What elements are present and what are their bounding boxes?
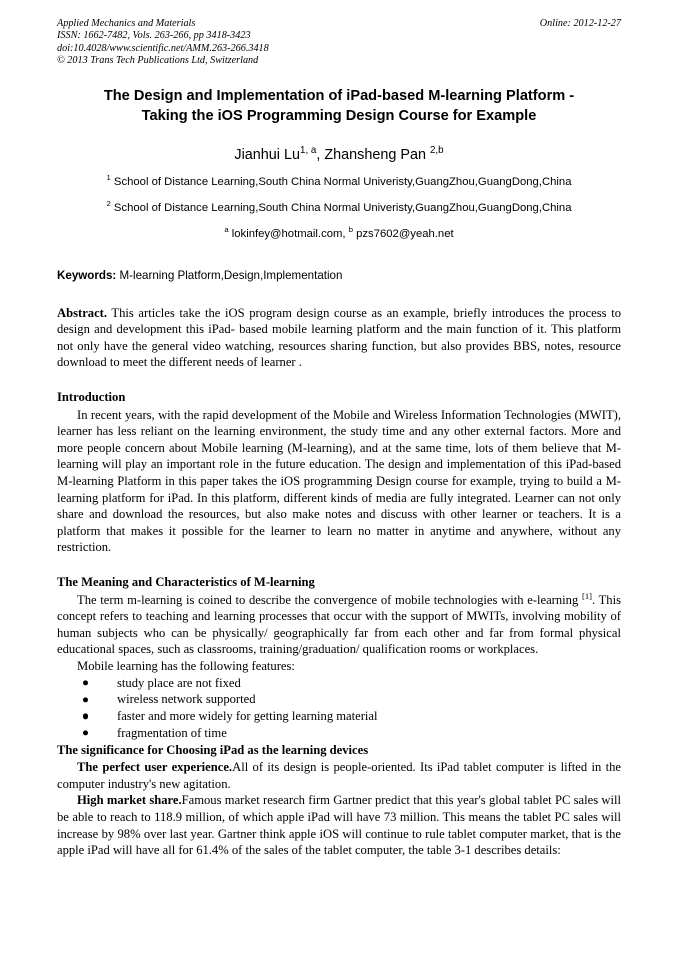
affiliation-1: [57, 172, 621, 190]
citation-reference-1: [1]: [581, 590, 592, 601]
perfect-user-experience-text: All of its design is people-oriented. Its iPad tablet computer is lifted in the computer industry's new agitation.: [57, 760, 621, 791]
list-item: [57, 708, 621, 725]
affiliation-text-2: School of Distance Learning,South China Normal Univeristy,GuangZhou,GuangDong,China: [110, 201, 572, 214]
feature-label: fragmentation of time: [117, 725, 227, 740]
affiliation-2: [57, 198, 621, 216]
runin-heading-perfect-user-experience: The perfect user experience.: [77, 760, 233, 775]
bullet-icon: [83, 680, 88, 685]
author-separator: ,: [316, 146, 325, 163]
keywords-label: Keywords:: [57, 268, 117, 282]
page-content: [57, 18, 621, 859]
feature-label: faster and more widely for getting learning material: [117, 709, 378, 724]
mobile-learning-features-list: [57, 675, 621, 742]
runin-heading-high-market-share: High market share.: [77, 793, 182, 808]
author-emails: [57, 224, 621, 242]
keywords-value: M-learning Platform,Design,Implementation: [116, 268, 343, 282]
email-address-a: lokinfey@hotmail.com,: [228, 227, 349, 240]
list-item: [57, 691, 621, 708]
features-intro-line: Mobile learning has the following features:: [77, 658, 295, 673]
meaning-paragraph: [57, 592, 621, 658]
author-affiliation-marker-1: 1, a: [300, 144, 317, 156]
feature-label: study place are not fixed: [117, 675, 241, 690]
meaning-text-part-2: . This concept refers to teaching and learning processes that occur with the support of MWITs, involving mobility of human subjects who can be physically/ geographically far from each other and far from formal physical educational spaces, such as classrooms, training/graduation/ qualification rooms or workplaces.: [57, 592, 621, 657]
abstract-label: Abstract.: [57, 305, 108, 320]
meaning-text-part-1: The term m-learning is coined to describe the convergence of mobile technologies with e-learning: [77, 592, 582, 607]
introduction-paragraph: In recent years, with the rapid development of the Mobile and Wireless Information Technologies (MWIT), learner has less reliant on the learning environment, the study time and any other external factors. More and more people concern about Mobile learning (M-learning), and at the same time, lots of them believe that M-learning will play an important role in the future education. The design and implementation of this iPad-based M-learning Platform in this paper takes the iOS programming Design course for example, trying to build a M-learning platform for iPad. In this platform, different kinds of media are fully integrated. Learner can not only share and download the resources, but also make notes and discuss with other learner or teachers. It is a platform that makes it possible for the learner to learn no matter in anytime and anywhere, without any restriction.: [57, 407, 621, 555]
paper-title-line-2: Taking the iOS Programming Design Course for Example: [141, 107, 537, 124]
bullet-icon: [83, 731, 88, 736]
online-publication-date: Online: 2012-12-27: [539, 18, 621, 29]
high-market-share-paragraph: [57, 792, 621, 858]
keywords-line: [57, 268, 621, 283]
paper-title-line-1: The Design and Implementation of iPad-based M-learning Platform -: [103, 87, 575, 104]
list-item: [57, 675, 621, 692]
affiliation-text-1: School of Distance Learning,South China Normal Univeristy,GuangZhou,GuangDong,China: [110, 175, 572, 188]
section-heading-significance: The significance for Choosing iPad as the learning devices: [57, 742, 369, 757]
journal-copyright: © 2013 Trans Tech Publications Ltd, Switzerland: [57, 55, 259, 67]
page-title: [57, 86, 621, 126]
author-name-1: Jianhui Lu: [234, 146, 301, 163]
email-marker-b: b: [348, 224, 353, 234]
bullet-icon: [83, 697, 88, 702]
affiliation-marker-1: 1: [106, 172, 111, 182]
author-list: [57, 146, 621, 164]
abstract-section: [57, 305, 621, 371]
affiliation-marker-2: 2: [106, 198, 111, 208]
journal-name: Applied Mechanics and Materials: [57, 18, 196, 29]
section-heading-meaning: The Meaning and Characteristics of M-learning: [57, 574, 315, 589]
abstract-text: This articles take the iOS program design course as an example, briefly introduces the process to design and development this iPad- based mobile learning platform and the main function of it. This platform not only have the general video watching, resources sharing function, but also provides BBS, notes, resource download to meet the different needs of learner .: [57, 305, 621, 370]
feature-label: wireless network supported: [117, 692, 256, 707]
bullet-icon: [83, 714, 88, 719]
journal-issn-volume: ISSN: 1662-7482, Vols. 263-266, pp 3418-3423: [57, 30, 251, 42]
email-address-b: pzs7602@yeah.net: [352, 227, 454, 240]
high-market-share-text: Famous market research firm Gartner predict that this year's global tablet PC sales will be able to reach to 118.9 million, of which apple iPad will have 73 million. This means the tablet PC sales will increase by 98% over last year. Gartner think apple iOS will continue to rule tablet computer market, that is the apple iPad will have all for 61.4% of the sales of the tablet computer, the table 3-1 describes details:: [57, 793, 621, 858]
author-affiliation-marker-2: 2,b: [429, 144, 444, 156]
journal-header: [57, 18, 621, 68]
section-heading-introduction: Introduction: [57, 390, 126, 404]
perfect-user-experience-paragraph: [57, 759, 621, 792]
email-marker-a: a: [224, 224, 229, 234]
author-name-2: Zhansheng Pan: [324, 146, 430, 163]
list-item: [57, 725, 621, 742]
journal-doi: doi:10.4028/www.scientific.net/AMM.263-266.3418: [57, 42, 269, 54]
